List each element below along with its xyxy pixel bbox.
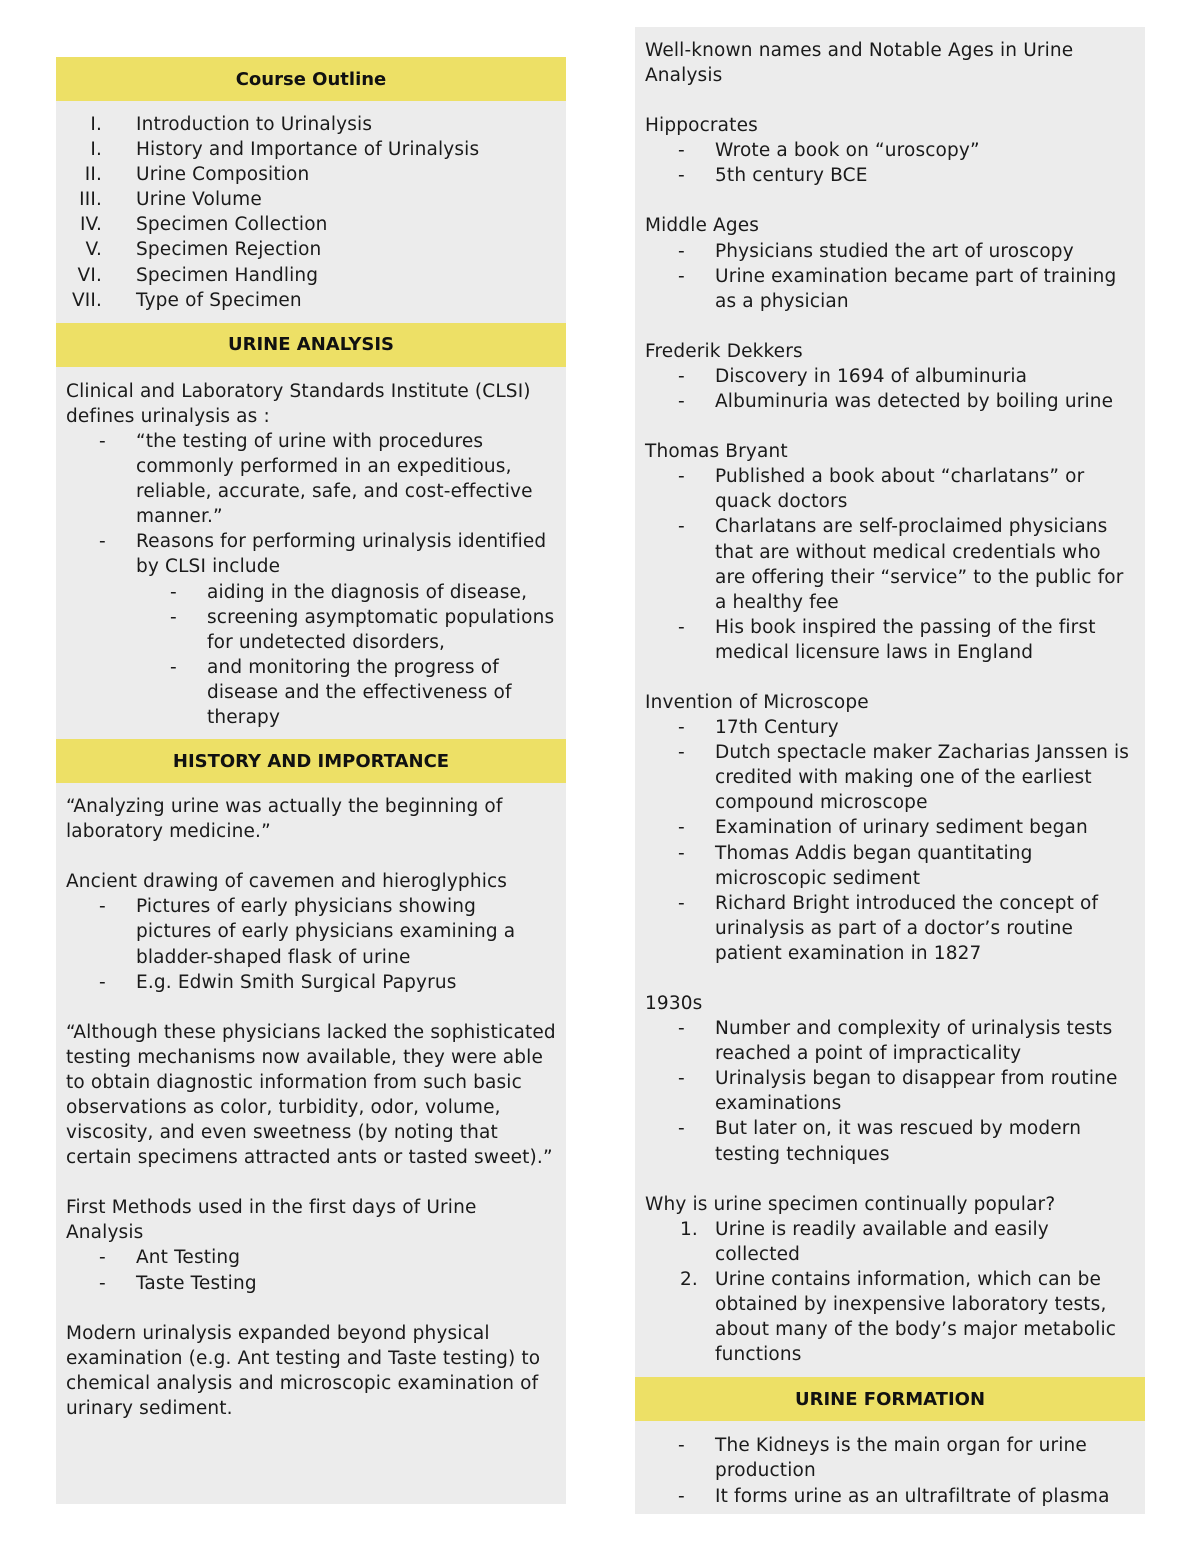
group-title: Middle Ages [645,215,760,237]
history-quote-2: “Although these physicians lacked the sophisticated testing mechanisms now available, they were able to obtain diagnostic information from such basic observations as color, turbidity, odor, volume, viscosity, and even sweetness (by noting that certain specimens attracted ants or tasted sweet).” [66,1021,556,1169]
list-item: - Thomas Addis began quantitating microscopic sediment [678,842,1033,889]
list-item: - Urine examination became part of training as a physician [678,265,1117,312]
list-item: - Published a book about “charlatans” or quack doctors [678,466,1085,513]
sub-list-item: - aiding in the diagnosis of disease, [170,581,528,603]
group-title: 1930s [645,993,703,1014]
section-heading: Well-known names and Notable Ages in Urine Analysis [645,40,1074,87]
right-column [635,27,1145,1514]
list-item: - E.g. Edwin Smith Surgical Papyrus [99,971,457,993]
modern-urinalysis: Modern urinalysis expanded beyond physical examination (e.g. Ant testing and Taste testing) to chemical analysis and microscopic examination of urinary sediment. [66,1322,541,1419]
numbered-item: 1. Urine is readily available and easily collected [680,1218,1049,1265]
list-item: - Number and complexity of urinalysis tests reached a point of impracticality [678,1018,1113,1065]
sub-list-item: - and monitoring the progress of disease and the effectiveness of therapy [170,656,512,728]
outline-item: IV. Specimen Collection [79,214,328,236]
list-item: - Wrote a book on “uroscopy” [678,140,980,162]
course-outline-list [56,101,566,323]
outline-item: I. History and Importance of Urinalysis [90,139,480,161]
group-title: Frederik Dekkers [645,340,803,362]
history-quote: “Analyzing urine was actually the beginning of laboratory medicine.” [66,796,503,843]
course-outline-header: Course Outline [56,57,566,101]
list-item: - His book inspired the passing of the first medical licensure laws in England [678,616,1096,663]
list-item: - Charlatans are self-proclaimed physicians that are without medical credentials who are offering their “service” to the public for a healthy fee [678,516,1124,613]
list-item: - Pictures of early physicians showing pictures of early physicians examining a bladder-shaped flask of urine [99,896,516,968]
clsi-intro: Clinical and Laboratory Standards Institute (CLSI) defines urinalysis as : [66,380,531,427]
list-item: - The Kidneys is the main organ for urine production [678,1435,1087,1482]
list-item: - Reasons for performing urinalysis identified by CLSI include [99,531,547,578]
outline-item: V. Specimen Rejection [85,239,322,261]
urine-analysis-section [56,367,566,739]
list-item: - 5th century BCE [678,165,868,187]
list-item: - Ant Testing [99,1247,241,1269]
list-item: - Examination of urinary sediment began [678,817,1088,839]
outline-item: III. Urine Volume [79,189,262,211]
group-title: Hippocrates [645,115,758,137]
sub-list-item: - screening asymptomatic populations for undetected disorders, [170,606,555,653]
ancient-drawings: Ancient drawing of cavemen and hieroglyphics [66,871,508,893]
list-item: - Dutch spectacle maker Zacharias Janssen is credited with making one of the earliest compound microscope [678,742,1130,814]
group-title: Thomas Bryant [645,441,788,463]
outline-item: VII. Type of Specimen [71,289,302,311]
group-title: Invention of Microscope [645,691,869,713]
urine-analysis-header: URINE ANALYSIS [56,323,566,367]
list-item: - “the testing of urine with procedures commonly performed in an expeditious, reliable, accurate, safe, and cost-effective manner.” [99,430,533,528]
list-item: - Discovery in 1694 of albuminuria [678,365,1028,387]
notable-names-section [635,27,1145,1377]
numbered-item: 2. Urine contains information, which can be obtained by inexpensive laboratory tests, about many of the body’s major metabolic functions [680,1268,1117,1366]
list-item: - But later on, it was rescued by modern testing techniques [678,1118,1082,1165]
urine-formation-header: URINE FORMATION [635,1377,1145,1421]
outline-item: II. Urine Composition [84,164,310,186]
list-item: - Albuminuria was detected by boiling urine [678,391,1114,413]
outline-item: I. Introduction to Urinalysis [90,114,373,135]
urine-formation-section [635,1421,1145,1508]
history-header: HISTORY AND IMPORTANCE [56,739,566,783]
list-item: - Richard Bright introduced the concept of urinalysis as part of a doctor’s routine patient examination in 1827 [678,892,1099,964]
outline-item: VI. Specimen Handling [77,264,319,286]
first-methods: First Methods used in the first days of Urine Analysis [66,1197,477,1244]
list-item: - Physicians studied the art of uroscopy [678,240,1074,262]
list-item: - It forms urine as an ultrafiltrate of plasma [678,1485,1110,1507]
left-column [56,57,566,1504]
list-item: - 17th Century [678,717,839,739]
history-section [56,783,566,1421]
why-title: Why is urine specimen continually popular? [645,1193,1056,1215]
list-item: - Taste Testing [99,1272,257,1294]
list-item: - Urinalysis began to disappear from routine examinations [678,1068,1118,1115]
